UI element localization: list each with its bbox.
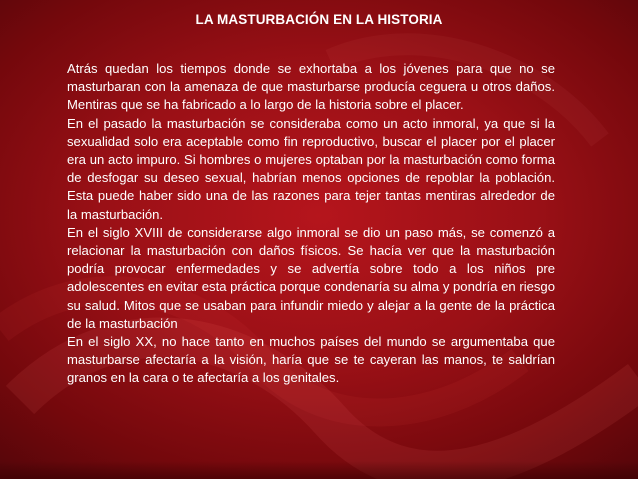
paragraph-3: En el siglo XVIII de considerarse algo inmoral se dio un paso más, se comenzó a relacionar la masturbación con daños físicos. Se hacía ver que la masturbación podría provocar enfermedades y se advertía sobre todo a los niños pre adolescentes en evitar esta práctica porque condenaría su alma y pondría en riesgo su salud. Mitos que se usaban para infundir miedo y alejar a la gente de la práctica de la masturbación <box>67 224 555 331</box>
paragraph-2: En el pasado la masturbación se consideraba como un acto inmoral, ya que si la sexualidad solo era aceptable como fin reproductivo, buscar el placer por el placer era un acto impuro. Si hombres o mujeres optaban por la masturbación como forma de desfogar su deseo sexual, habrían menos opciones de repoblar la población. Esta puede haber sido una de las razones para tejer tantas mentiras alrededor de la masturbación. <box>67 115 555 222</box>
paragraph-1: Atrás quedan los tiempos donde se exhortaba a los jóvenes para que no se masturbaran con la amenaza de que masturbarse producía ceguera u otros daños. Mentiras que se ha fabricado a lo largo de la historia sobre el placer. <box>67 61 555 113</box>
body-text <box>67 60 555 388</box>
slide-title: LA MASTURBACIÓN EN LA HISTORIA <box>195 12 443 27</box>
paragraph-4: En el siglo XX, no hace tanto en muchos países del mundo se argumentaba que masturbarse afectaría a la visión, haría que se te cayeran las manos, te saldrían granos en la cara o te afectaría a los genitales. <box>67 334 555 386</box>
bottom-shadow <box>0 461 638 479</box>
